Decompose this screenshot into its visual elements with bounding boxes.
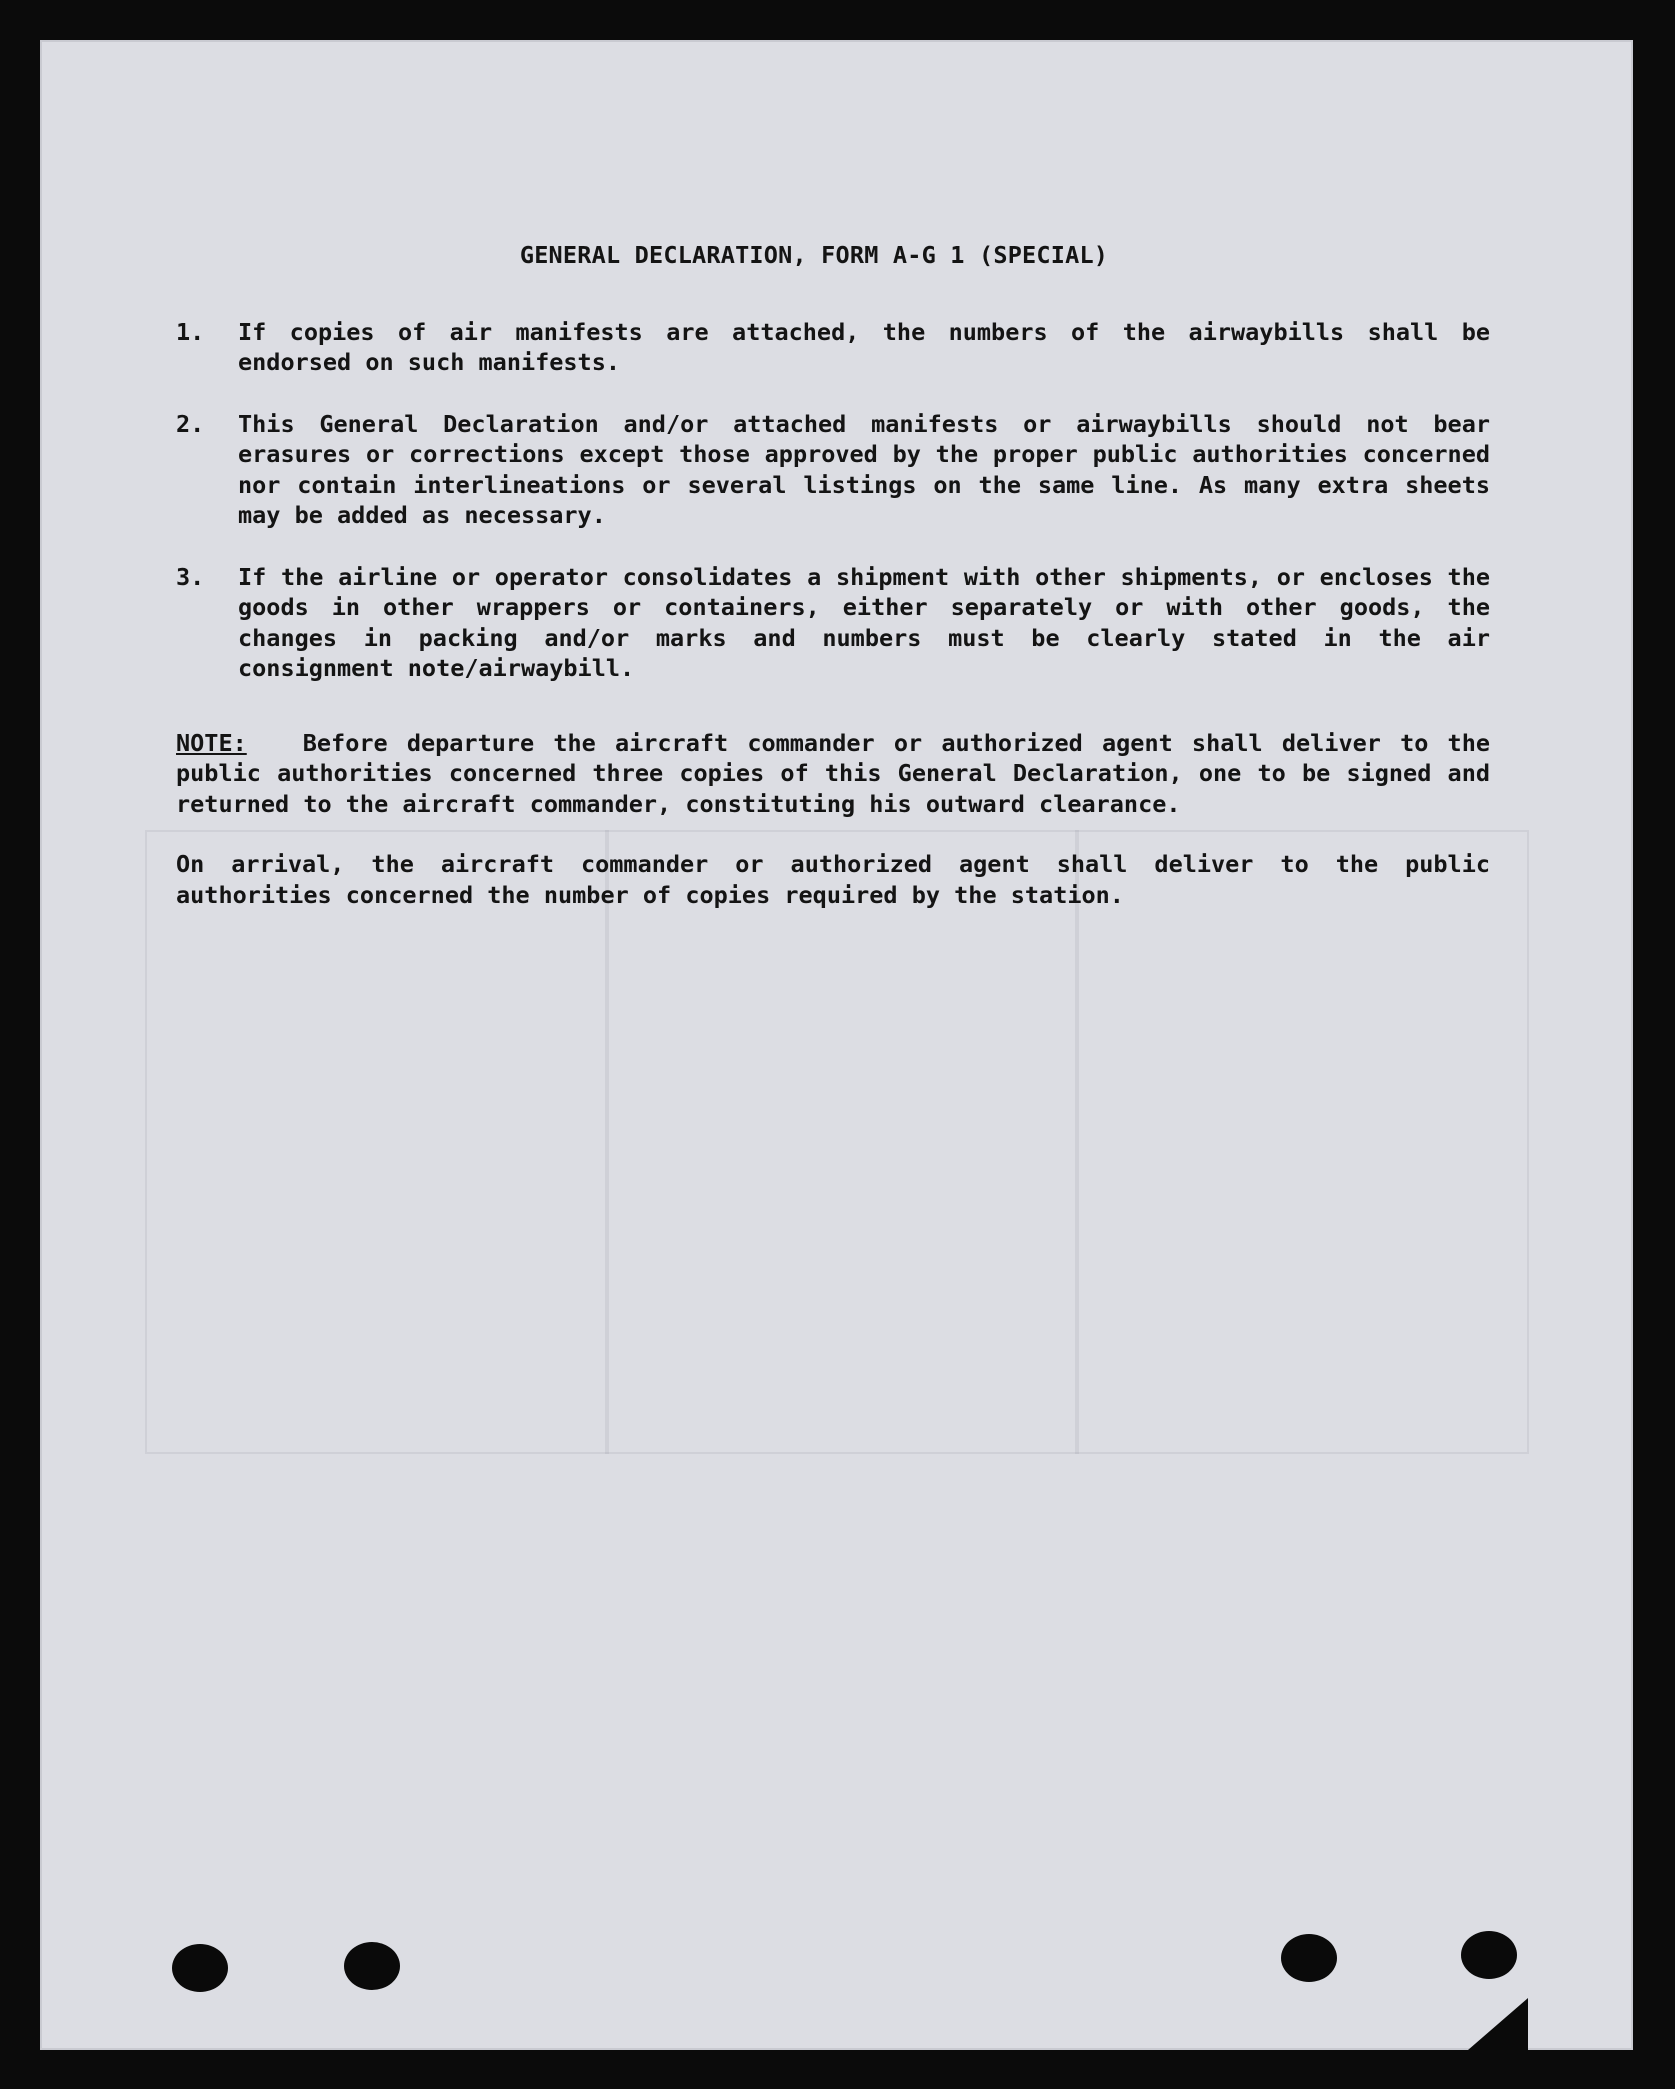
item-number: 1. (176, 317, 205, 346)
show-through-ghost (145, 830, 1529, 1454)
item-number: 3. (176, 562, 205, 591)
punch-hole (172, 1944, 228, 1992)
list-item (138, 409, 1490, 531)
arrival-paragraph: On arrival, the aircraft commander or authorized agent shall deliver to the public authorities concerned the number of copies required by the station. (176, 850, 1490, 909)
show-through-ghost-line (1075, 830, 1079, 1454)
item-text: If the airline or operator consolidates a shipment with other shipments, or encloses the goods in other wrappers or containers, either separately or with other goods, the changes in packing and/or marks and numbers must be clearly stated in the air consignment note/airwaybill. (238, 562, 1490, 682)
document-title: GENERAL DECLARATION, FORM A-G 1 (SPECIAL) (519, 241, 1109, 269)
item-text: This General Declaration and/or attached manifests or airwaybills should not bear erasures or corrections except those approved by the proper public authorities concerned nor contain interlineations or several listings on the same line. As many extra sheets may be added as necessary. (238, 409, 1490, 529)
punch-hole (1281, 1934, 1337, 1982)
item-text: If copies of air manifests are attached, the numbers of the airwaybills shall be endorsed on such manifests. (238, 317, 1490, 376)
instructions-list (138, 317, 1490, 684)
punch-hole (1461, 1931, 1517, 1979)
torn-corner-mark (1468, 1998, 1528, 2050)
show-through-ghost-line (605, 830, 609, 1454)
punch-hole (344, 1942, 400, 1990)
document-body (138, 240, 1490, 910)
list-item (138, 317, 1490, 378)
note-text: Before departure the aircraft commander or authorized agent shall deliver to the public authorities concerned three copies of this General Declaration, one to be signed and returned to the aircraft commander, constituting his outward clearance. (176, 728, 1490, 818)
note-label: NOTE: (176, 728, 247, 757)
list-item (138, 562, 1490, 684)
note-paragraph (138, 728, 1490, 820)
item-number: 2. (176, 409, 205, 438)
